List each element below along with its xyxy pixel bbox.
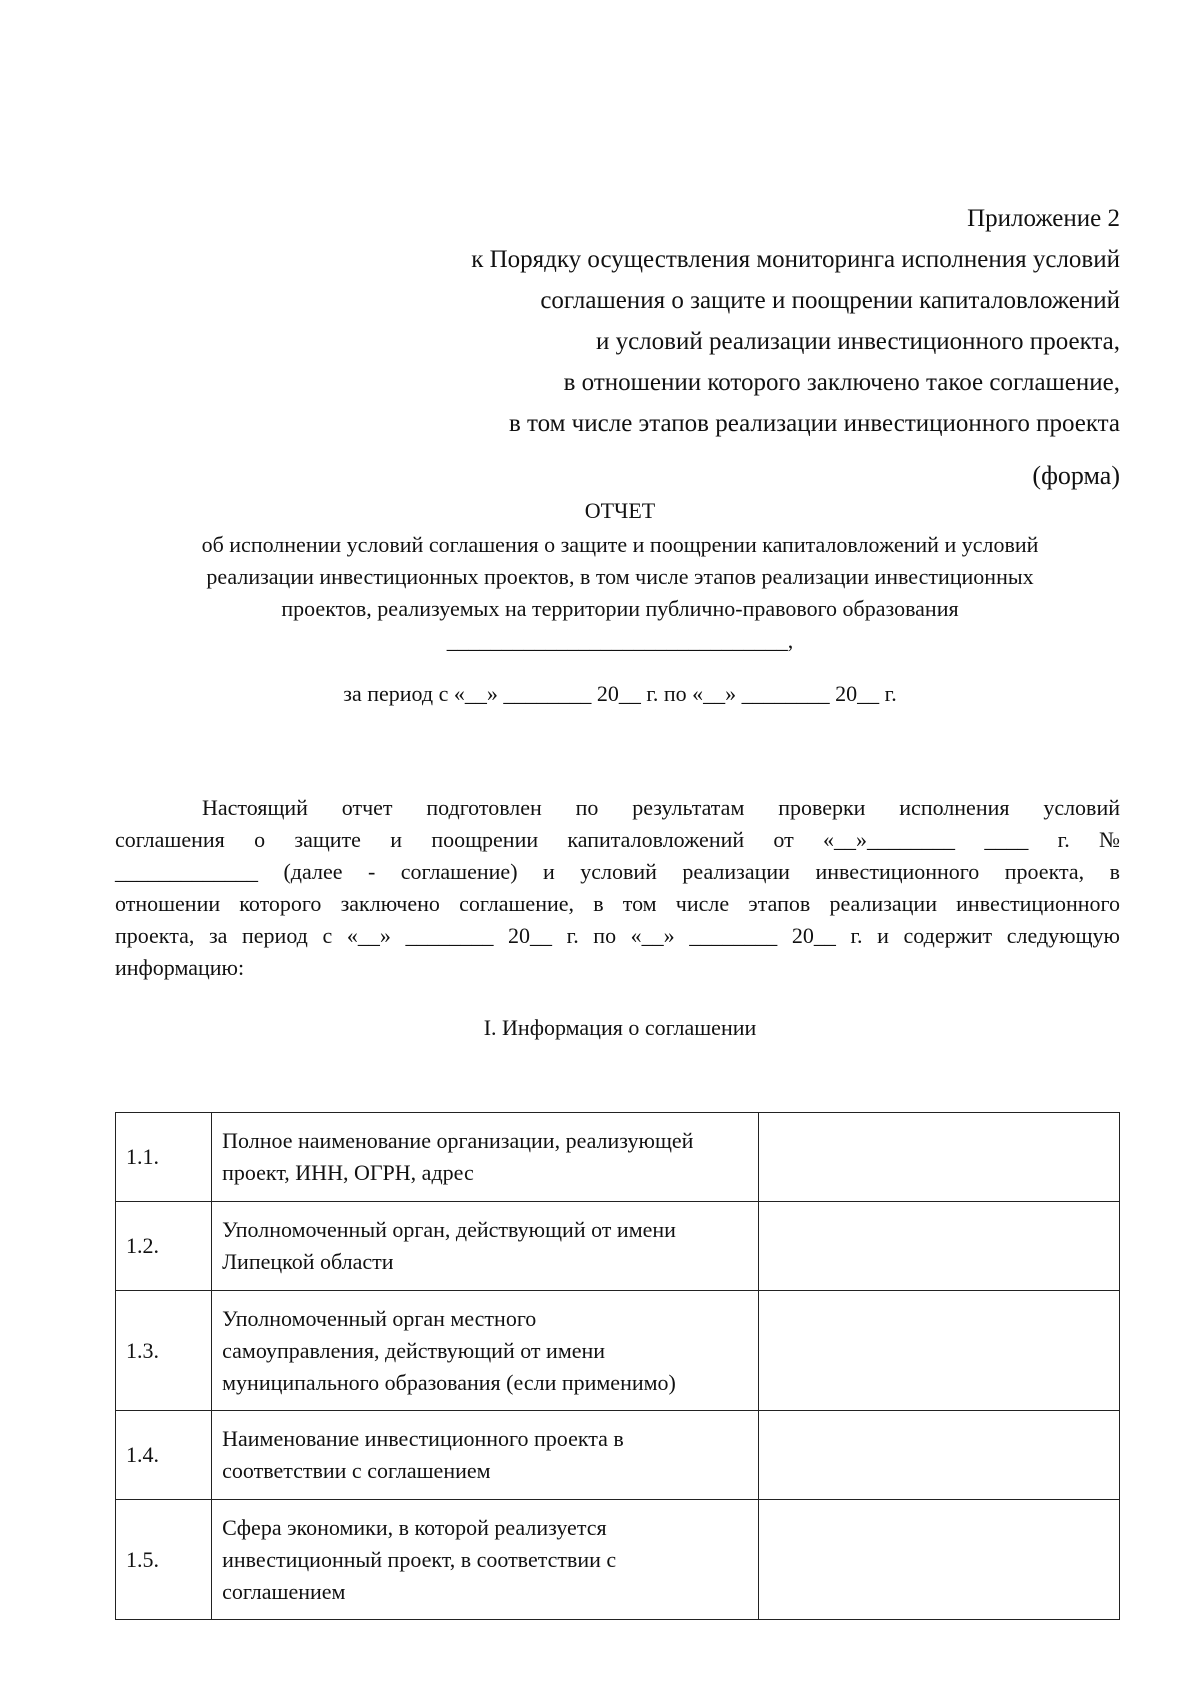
row-value[interactable] bbox=[759, 1291, 1120, 1411]
form-label: (форма) bbox=[1032, 461, 1120, 490]
row-value[interactable] bbox=[759, 1113, 1120, 1202]
row-parameter bbox=[212, 1500, 759, 1620]
row-parameter-line: Полное наименование организации, реализующей bbox=[222, 1128, 694, 1153]
row-parameter bbox=[212, 1113, 759, 1202]
table-row bbox=[116, 1411, 1120, 1500]
row-number: 1.1. bbox=[116, 1113, 212, 1202]
intro-line: информацию: bbox=[115, 955, 245, 980]
appendix-line: и условий реализации инвестиционного проекта, bbox=[595, 328, 1120, 355]
row-parameter-line: соглашением bbox=[222, 1578, 346, 1604]
agreement-info-table bbox=[115, 1112, 1120, 1620]
table-row bbox=[116, 1202, 1120, 1291]
row-parameter-line: Липецкой области bbox=[222, 1249, 394, 1274]
table-row bbox=[116, 1500, 1120, 1620]
row-parameter-line: проект, ИНН, ОГРН, адрес bbox=[222, 1160, 474, 1185]
row-value[interactable] bbox=[759, 1500, 1120, 1620]
row-parameter-line: муниципального образования (если применимо) bbox=[222, 1369, 676, 1395]
report-subtitle bbox=[100, 529, 1140, 657]
report-title: ОТЧЕТ bbox=[584, 498, 656, 523]
row-number: 1.5. bbox=[116, 1500, 212, 1620]
row-parameter bbox=[212, 1202, 759, 1291]
report-subtitle-line: _______________________________, bbox=[446, 628, 794, 653]
row-parameter-line: Уполномоченный орган местного bbox=[222, 1305, 537, 1331]
appendix-header bbox=[300, 198, 1120, 444]
intro-line: соглашения о защите и поощрении капиталовложений от «__»________ ____ г. № bbox=[115, 827, 1120, 852]
appendix-line: в том числе этапов реализации инвестиционного проекта bbox=[508, 410, 1120, 437]
row-value[interactable] bbox=[759, 1411, 1120, 1500]
row-parameter-line: Сфера экономики, в которой реализуется bbox=[222, 1514, 607, 1540]
row-parameter-line: Уполномоченный орган, действующий от имени bbox=[222, 1217, 676, 1242]
row-number: 1.4. bbox=[116, 1411, 212, 1500]
row-value[interactable] bbox=[759, 1202, 1120, 1291]
report-subtitle-line: проектов, реализуемых на территории публично-правового образования bbox=[281, 596, 959, 621]
report-period: за период с «__» ________ 20__ г. по «__» ________ 20__ г. bbox=[343, 681, 897, 706]
section-title: I. Информация о соглашении bbox=[483, 1015, 757, 1040]
report-subtitle-line: реализации инвестиционных проектов, в том числе этапов реализации инвестиционных bbox=[206, 564, 1034, 589]
intro-line: отношении которого заключено соглашение, в том числе этапов реализации инвестиционного bbox=[115, 891, 1120, 916]
appendix-line: Приложение 2 bbox=[967, 205, 1120, 232]
row-parameter-line: инвестиционный проект, в соответствии с bbox=[222, 1546, 617, 1572]
row-parameter bbox=[212, 1291, 759, 1411]
row-parameter-line: самоуправления, действующий от имени bbox=[222, 1337, 606, 1363]
table-row bbox=[116, 1291, 1120, 1411]
intro-line: Настоящий отчет подготовлен по результатам проверки исполнения условий bbox=[202, 795, 1120, 820]
row-number: 1.3. bbox=[116, 1291, 212, 1411]
appendix-line: к Порядку осуществления мониторинга исполнения условий bbox=[471, 246, 1120, 273]
row-parameter bbox=[212, 1411, 759, 1500]
row-parameter-line: соответствии с соглашением bbox=[222, 1458, 491, 1483]
intro-paragraph bbox=[115, 792, 1120, 984]
appendix-line: соглашения о защите и поощрении капиталовложений bbox=[540, 287, 1120, 314]
intro-line: _____________ (далее - соглашение) и условий реализации инвестиционного проекта, в bbox=[115, 859, 1120, 884]
row-number: 1.2. bbox=[116, 1202, 212, 1291]
report-subtitle-line: об исполнении условий соглашения о защите и поощрении капиталовложений и условий bbox=[201, 532, 1039, 557]
table-row bbox=[116, 1113, 1120, 1202]
row-parameter-line: Наименование инвестиционного проекта в bbox=[222, 1426, 624, 1451]
appendix-line: в отношении которого заключено такое соглашение, bbox=[563, 369, 1120, 396]
intro-line: проекта, за период с «__» ________ 20__ г. по «__» ________ 20__ г. и содержит следующую bbox=[115, 923, 1120, 948]
